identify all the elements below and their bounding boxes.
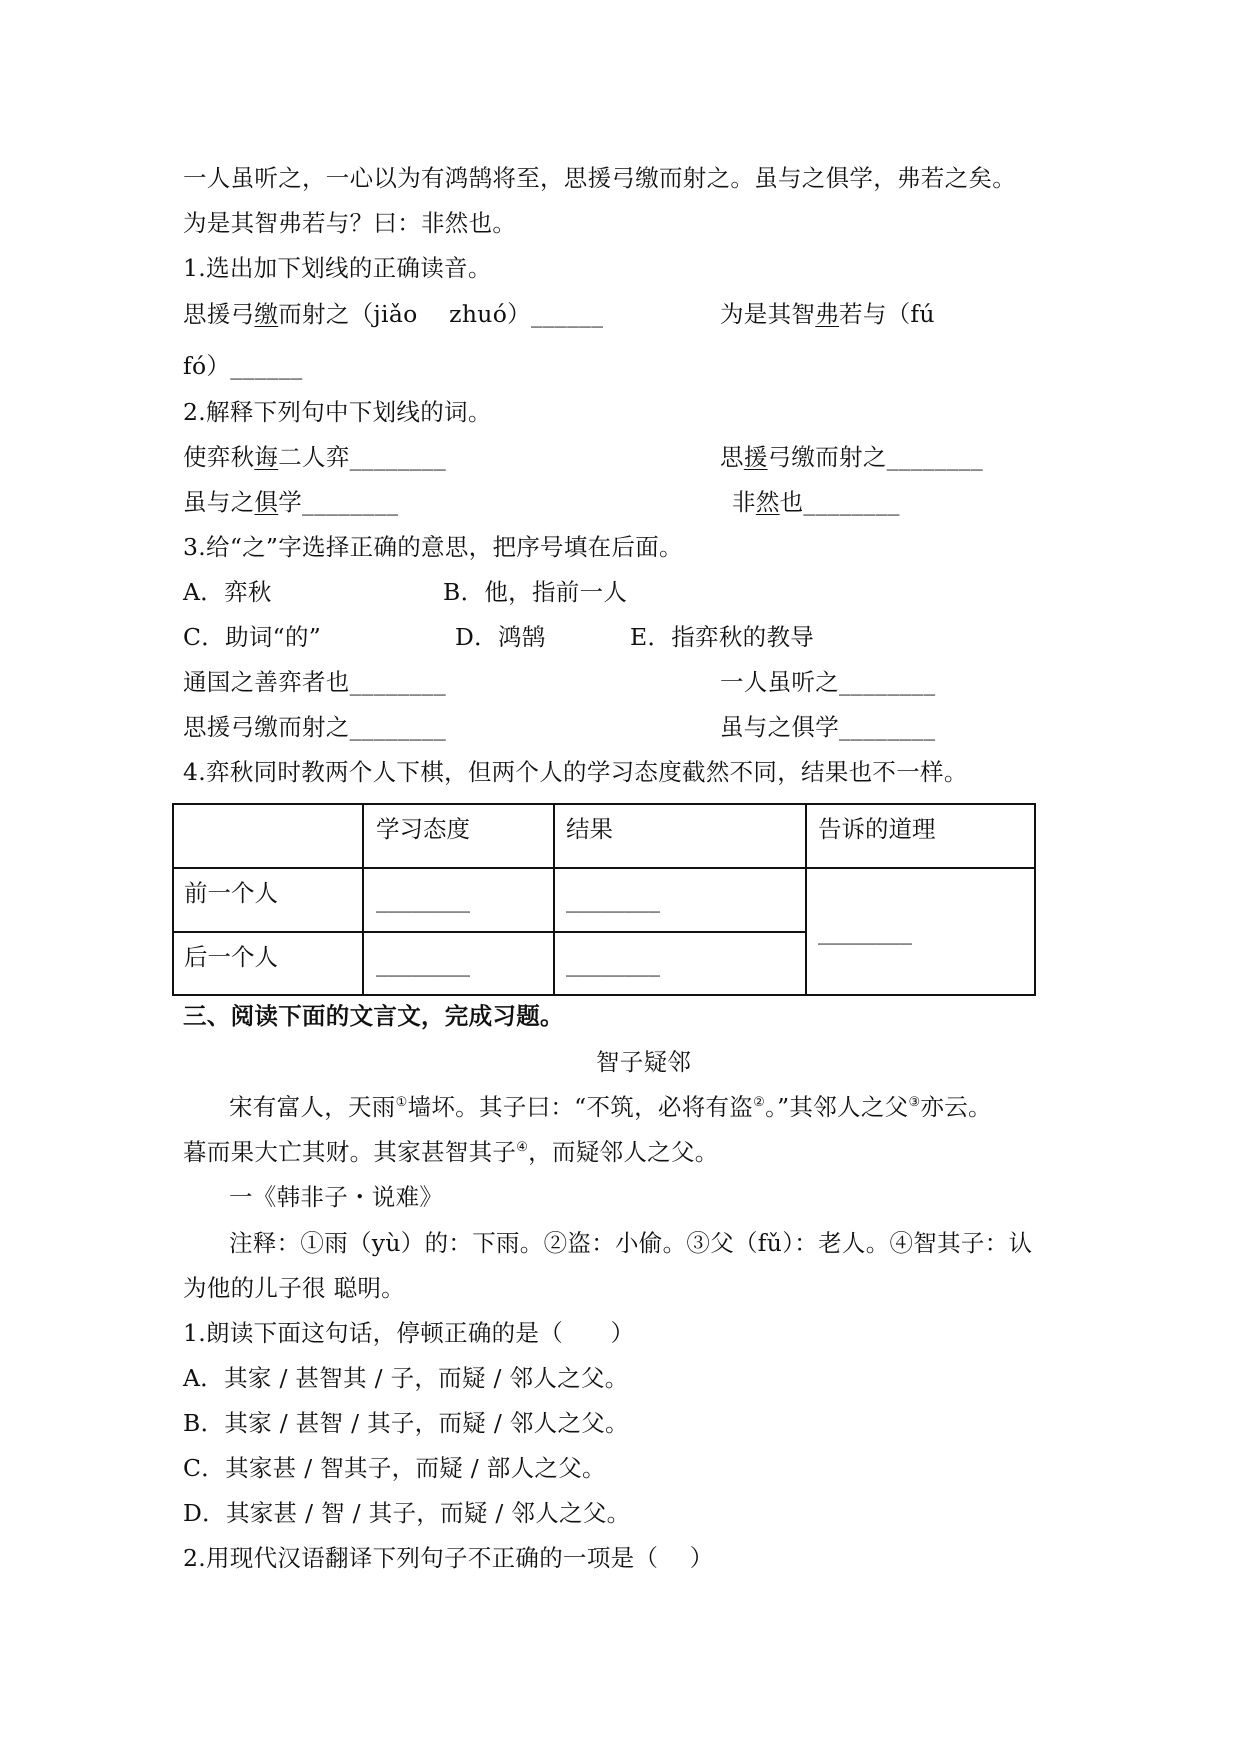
footnote-marker: ③: [908, 1095, 921, 1110]
underlined-char: 弗: [815, 300, 840, 328]
table-rule: [172, 867, 1036, 869]
option-e: E．指弈秋的教导: [630, 623, 815, 651]
table-rule: [805, 803, 807, 996]
table-rule: [362, 803, 364, 996]
text-segment: 而射之（jiǎo zhuó）______: [278, 300, 604, 328]
underlined-char: 援: [743, 443, 768, 471]
text-segment: 为是其智: [720, 300, 816, 328]
text-segment: 思援弓: [183, 300, 255, 328]
passage-line-2: 为是其智弗若与？曰：非然也。: [183, 209, 517, 237]
annotation-line-1: 注释：①雨（yù）的：下雨。②盗：小偷。③父（fǔ）：老人。④智其子：认: [229, 1229, 1033, 1257]
option-d: D．鸿鹄: [455, 623, 546, 651]
passage-title: 智子疑邻: [596, 1048, 692, 1076]
table-blank: ________: [376, 885, 470, 913]
question-2-item-c: [183, 486, 398, 518]
table-header-lesson: 告诉的道理: [818, 815, 936, 843]
text-segment: 二人弈________: [278, 443, 447, 471]
footnote-marker: ④: [516, 1140, 529, 1155]
underlined-char: 俱: [254, 488, 279, 516]
question-3-sentence-3: 思援弓缴而射之________: [183, 713, 446, 741]
text-segment: 墙坏。其子曰：“不筑，必将有盗: [407, 1093, 754, 1121]
underlined-char: 诲: [254, 443, 279, 471]
text-segment: 宋有富人，天雨: [229, 1093, 396, 1121]
text-segment: 暮而果大亡其财。其家甚智其子: [183, 1138, 517, 1166]
annotation-line-2: 为他的儿子很 聪明。: [183, 1274, 405, 1302]
text-segment: 也________: [779, 488, 900, 516]
table-blank: ________: [566, 885, 660, 913]
text-segment: 学________: [278, 488, 399, 516]
text-segment: 。”其邻人之父: [765, 1093, 909, 1121]
passage-paragraph-2: [183, 1136, 719, 1168]
question-1-title: 1.选出加下划线的正确读音。: [183, 254, 492, 282]
choice-d: D．其家甚 / 智 / 其子，而疑 / 邻人之父。: [183, 1499, 631, 1527]
question-1-item-b-continued: fó）______: [183, 352, 303, 380]
question-6-title: 2.用现代汉语翻译下列句子不正确的一项是（ ）: [183, 1544, 714, 1572]
question-3-sentence-4: 虽与之俱学________: [720, 713, 936, 741]
table-header-result: 结果: [566, 815, 613, 843]
table-header-attitude: 学习态度: [376, 815, 470, 843]
table-rule: [553, 803, 555, 996]
section-heading: 三、阅读下面的文言文，完成习题。: [183, 1002, 564, 1030]
footnote-marker: ①: [395, 1095, 408, 1110]
table-rule: [172, 803, 1036, 805]
text-segment: 弓缴而射之________: [767, 443, 984, 471]
text-segment: 若与（fú: [839, 300, 935, 328]
table-rule: [172, 931, 806, 933]
table-blank: ________: [566, 949, 660, 977]
question-3-sentence-1: 通国之善弈者也________: [183, 668, 446, 696]
question-5-title: 1.朗读下面这句话，停顿正确的是（ ）: [183, 1319, 635, 1347]
question-2-item-d: [732, 486, 900, 518]
text-segment: 亦云。: [920, 1093, 992, 1121]
table-row-label-first: 前一个人: [184, 879, 278, 907]
underlined-char: 缴: [254, 300, 279, 328]
table-row-label-second: 后一个人: [184, 943, 278, 971]
question-1-item-a: [183, 298, 603, 330]
text-segment: 思: [720, 443, 744, 471]
choice-b: B．其家 / 甚智 / 其子，而疑 / 邻人之父。: [183, 1409, 629, 1437]
text-segment: 虽与之: [183, 488, 255, 516]
text-segment: ，而疑邻人之父。: [528, 1138, 719, 1166]
table-rule: [172, 994, 1036, 996]
question-3-title: 3.给“之”字选择正确的意思，把序号填在后面。: [183, 533, 683, 561]
passage-paragraph-1: [229, 1091, 992, 1123]
question-2-title: 2.解释下列句中下划线的词。: [183, 398, 492, 426]
footnote-marker: ②: [753, 1095, 766, 1110]
choice-a: A．其家 / 甚智其 / 子，而疑 / 邻人之父。: [183, 1364, 629, 1392]
table-rule: [1034, 803, 1036, 996]
table-blank: ________: [376, 949, 470, 977]
question-4-title: 4.弈秋同时教两个人下棋，但两个人的学习态度截然不同，结果也不一样。: [183, 758, 968, 786]
option-b: B．他，指前一人: [443, 578, 628, 606]
choice-c: C．其家甚 / 智其子，而疑 / 部人之父。: [183, 1454, 606, 1482]
question-3-sentence-2: 一人虽听之________: [720, 668, 936, 696]
table-blank: ________: [818, 917, 912, 945]
option-c: C．助词“的”: [183, 623, 322, 651]
passage-source: 一《韩非子・说难》: [229, 1183, 444, 1211]
underlined-char: 然: [755, 488, 780, 516]
passage-line-1: 一人虽听之，一心以为有鸿鹄将至，思援弓缴而射之。虽与之俱学，弗若之矣。: [183, 164, 1016, 192]
question-2-item-a: [183, 441, 446, 473]
question-1-item-b: [720, 298, 935, 330]
question-2-item-b: [720, 441, 983, 473]
table-rule: [172, 803, 174, 996]
text-segment: 使弈秋: [183, 443, 255, 471]
answer-table: [172, 803, 1036, 996]
text-segment: 非: [732, 488, 756, 516]
option-a: A．弈秋: [183, 578, 272, 606]
